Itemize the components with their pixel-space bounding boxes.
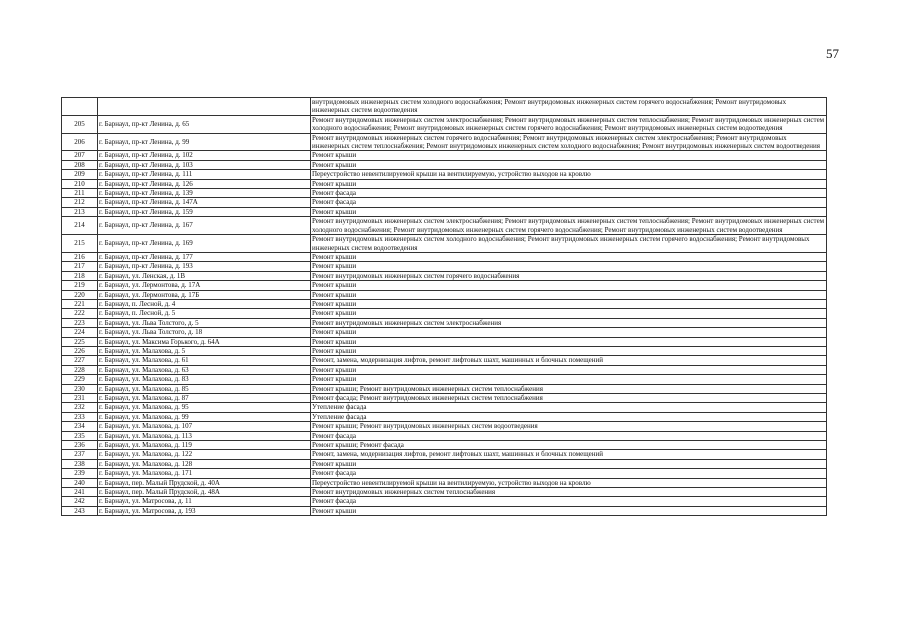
row-number: 225 <box>62 337 98 346</box>
page-number: 57 <box>826 46 839 61</box>
row-works: Ремонт внутридомовых инженерных систем электроснабжения; Ремонт внутридомовых инженерных систем теплоснабжения; Ремонт внутридомовых инженерных систем холодного водоснабжения; Ремонт внутридомовых инженерных систем горячего водоснабжения; Ремонт внутридомовых инженерных систем водоотведения <box>311 217 827 235</box>
row-number: 207 <box>62 151 98 160</box>
row-number: 222 <box>62 309 98 318</box>
row-works: Утепление фасада <box>311 403 827 412</box>
row-number: 231 <box>62 394 98 403</box>
row-works: Переустройство невентилируемой крыши на вентилируемую, устройство выходов на кровлю <box>311 478 827 487</box>
row-address: г. Барнаул, пр-кт Ленина, д. 147А <box>98 198 311 207</box>
row-works: Ремонт крыши; Ремонт внутридомовых инженерных систем водоотведения <box>311 422 827 431</box>
row-works: Ремонт крыши <box>311 252 827 261</box>
row-works: Ремонт крыши <box>311 365 827 374</box>
row-address: г. Барнаул, ул. Ленская, д. 1В <box>98 271 311 280</box>
row-number: 221 <box>62 299 98 308</box>
row-address: г. Барнаул, пр-кт Ленина, д. 169 <box>98 235 311 253</box>
row-address: г. Барнаул, ул. Малахова, д. 87 <box>98 394 311 403</box>
row-address: г. Барнаул, ул. Малахова, д. 128 <box>98 459 311 468</box>
works-table <box>61 97 827 516</box>
row-address: г. Барнаул, пр-кт Ленина, д. 177 <box>98 252 311 261</box>
table-row <box>62 207 827 216</box>
row-number: 239 <box>62 469 98 478</box>
table-row <box>62 431 827 440</box>
row-number: 237 <box>62 450 98 459</box>
row-number: 232 <box>62 403 98 412</box>
row-number: 234 <box>62 422 98 431</box>
row-number: 212 <box>62 198 98 207</box>
table-row <box>62 450 827 459</box>
table-row <box>62 309 827 318</box>
row-address: г. Барнаул, пр-кт Ленина, д. 65 <box>98 115 311 133</box>
row-number: 218 <box>62 271 98 280</box>
row-works: Ремонт крыши <box>311 281 827 290</box>
row-works: Ремонт крыши; Ремонт внутридомовых инженерных систем теплоснабжения <box>311 384 827 393</box>
row-number: 208 <box>62 160 98 169</box>
table-row <box>62 271 827 280</box>
row-works: Ремонт крыши <box>311 506 827 515</box>
row-address: г. Барнаул, пр-кт Ленина, д. 111 <box>98 170 311 179</box>
row-address: г. Барнаул, пр-кт Ленина, д. 193 <box>98 262 311 271</box>
table-row <box>62 299 827 308</box>
row-address: г. Барнаул, пр-кт Ленина, д. 99 <box>98 133 311 151</box>
works-table-body <box>62 98 827 516</box>
table-row <box>62 115 827 133</box>
row-address: г. Барнаул, ул. Льва Толстого, д. 5 <box>98 318 311 327</box>
row-works: Ремонт крыши <box>311 299 827 308</box>
row-number: 214 <box>62 217 98 235</box>
row-works: Переустройство невентилируемой крыши на вентилируемую, устройство выходов на кровлю <box>311 170 827 179</box>
row-number: 227 <box>62 356 98 365</box>
row-works: внутридомовых инженерных систем холодного водоснабжения; Ремонт внутридомовых инженерных систем горячего водоснабжения; Ремонт внутридомовых инженерных систем водоотведения <box>311 98 827 116</box>
row-address: г. Барнаул, ул. Матросова, д. 11 <box>98 497 311 506</box>
row-address: г. Барнаул, пр-кт Ленина, д. 103 <box>98 160 311 169</box>
row-address: г. Барнаул, пр-кт Ленина, д. 159 <box>98 207 311 216</box>
row-works: Ремонт фасада <box>311 189 827 198</box>
row-number: 226 <box>62 346 98 355</box>
table-row <box>62 235 827 253</box>
table-row <box>62 262 827 271</box>
table-row <box>62 133 827 151</box>
row-works: Ремонт крыши <box>311 160 827 169</box>
row-works: Ремонт крыши <box>311 346 827 355</box>
table-row <box>62 365 827 374</box>
row-number: 228 <box>62 365 98 374</box>
row-works: Ремонт крыши <box>311 151 827 160</box>
table-row <box>62 478 827 487</box>
row-works: Ремонт крыши <box>311 337 827 346</box>
row-number: 209 <box>62 170 98 179</box>
row-address: г. Барнаул, ул. Малахова, д. 119 <box>98 441 311 450</box>
row-address: г. Барнаул, пер. Малый Прудской, д. 48А <box>98 488 311 497</box>
row-works: Ремонт фасада <box>311 431 827 440</box>
row-works: Ремонт крыши <box>311 179 827 188</box>
row-number: 243 <box>62 506 98 515</box>
row-works: Ремонт внутридомовых инженерных систем горячего водоснабжения <box>311 271 827 280</box>
row-address: г. Барнаул, п. Лесной, д. 4 <box>98 299 311 308</box>
row-number: 223 <box>62 318 98 327</box>
table-row <box>62 384 827 393</box>
row-number: 238 <box>62 459 98 468</box>
row-address: г. Барнаул, ул. Малахова, д. 171 <box>98 469 311 478</box>
table-row <box>62 252 827 261</box>
row-address: г. Барнаул, ул. Малахова, д. 61 <box>98 356 311 365</box>
row-number: 229 <box>62 375 98 384</box>
row-number: 213 <box>62 207 98 216</box>
table-row <box>62 356 827 365</box>
table-row <box>62 459 827 468</box>
row-works: Ремонт внутридомовых инженерных систем электроснабжения <box>311 318 827 327</box>
row-works: Ремонт внутридомовых инженерных систем холодного водоснабжения; Ремонт внутридомовых инженерных систем горячего водоснабжения; Ремонт внутридомовых инженерных систем водоотведения <box>311 235 827 253</box>
row-number: 210 <box>62 179 98 188</box>
table-row <box>62 281 827 290</box>
row-address: г. Барнаул, пр-кт Ленина, д. 167 <box>98 217 311 235</box>
table-row <box>62 160 827 169</box>
row-works: Ремонт крыши <box>311 290 827 299</box>
row-address <box>98 98 311 116</box>
row-number: 240 <box>62 478 98 487</box>
row-works: Ремонт крыши <box>311 309 827 318</box>
row-works: Ремонт фасада <box>311 198 827 207</box>
row-works: Утепление фасада <box>311 412 827 421</box>
row-address: г. Барнаул, ул. Малахова, д. 95 <box>98 403 311 412</box>
row-works: Ремонт фасада <box>311 469 827 478</box>
row-works: Ремонт крыши <box>311 262 827 271</box>
table-row <box>62 422 827 431</box>
row-works: Ремонт внутридомовых инженерных систем электроснабжения; Ремонт внутридомовых инженерных систем теплоснабжения; Ремонт внутридомовых инженерных систем холодного водоснабжения; Ремонт внутридомовых инженерных систем горячего водоснабжения; Ремонт внутридомовых инженерных систем водоотведения <box>311 115 827 133</box>
row-works: Ремонт крыши <box>311 375 827 384</box>
table-row <box>62 170 827 179</box>
table-row <box>62 506 827 515</box>
table-row <box>62 403 827 412</box>
row-number: 230 <box>62 384 98 393</box>
row-address: г. Барнаул, ул. Лермонтова, д. 17Б <box>98 290 311 299</box>
table-row <box>62 290 827 299</box>
row-works: Ремонт, замена, модернизация лифтов, ремонт лифтовых шахт, машинных и блочных помещений <box>311 450 827 459</box>
row-number: 219 <box>62 281 98 290</box>
row-address: г. Барнаул, п. Лесной, д. 5 <box>98 309 311 318</box>
table-row <box>62 497 827 506</box>
table-row <box>62 346 827 355</box>
row-number: 216 <box>62 252 98 261</box>
row-works: Ремонт крыши <box>311 328 827 337</box>
row-address: г. Барнаул, ул. Малахова, д. 122 <box>98 450 311 459</box>
row-address: г. Барнаул, ул. Льва Толстого, д. 18 <box>98 328 311 337</box>
row-number: 233 <box>62 412 98 421</box>
table-row <box>62 469 827 478</box>
table-row <box>62 151 827 160</box>
row-address: г. Барнаул, пр-кт Ленина, д. 126 <box>98 179 311 188</box>
table-row <box>62 318 827 327</box>
row-number: 211 <box>62 189 98 198</box>
row-number: 242 <box>62 497 98 506</box>
row-address: г. Барнаул, ул. Малахова, д. 99 <box>98 412 311 421</box>
table-row <box>62 217 827 235</box>
table-row <box>62 179 827 188</box>
row-number: 235 <box>62 431 98 440</box>
row-address: г. Барнаул, ул. Малахова, д. 107 <box>98 422 311 431</box>
row-number: 206 <box>62 133 98 151</box>
row-number: 217 <box>62 262 98 271</box>
row-address: г. Барнаул, пер. Малый Прудской, д. 40А <box>98 478 311 487</box>
table-row <box>62 412 827 421</box>
row-works: Ремонт фасада; Ремонт внутридомовых инженерных систем теплоснабжения <box>311 394 827 403</box>
row-number <box>62 98 98 116</box>
table-row <box>62 189 827 198</box>
row-number: 220 <box>62 290 98 299</box>
table-row <box>62 337 827 346</box>
row-address: г. Барнаул, ул. Малахова, д. 5 <box>98 346 311 355</box>
row-address: г. Барнаул, ул. Малахова, д. 113 <box>98 431 311 440</box>
row-number: 236 <box>62 441 98 450</box>
row-works: Ремонт внутридомовых инженерных систем горячего водоснабжения; Ремонт внутридомовых инженерных систем электроснабжения; Ремонт внутридомовых инженерных систем теплоснабжения; Ремонт внутридомовых инженерных систем холодного водоснабжения; Ремонт внутридомовых инженерных систем водоотведения <box>311 133 827 151</box>
row-address: г. Барнаул, ул. Малахова, д. 63 <box>98 365 311 374</box>
row-number: 241 <box>62 488 98 497</box>
row-works: Ремонт, замена, модернизация лифтов, ремонт лифтовых шахт, машинных и блочных помещений <box>311 356 827 365</box>
row-address: г. Барнаул, ул. Малахова, д. 85 <box>98 384 311 393</box>
table-row <box>62 198 827 207</box>
table-row <box>62 488 827 497</box>
row-address: г. Барнаул, ул. Матросова, д. 193 <box>98 506 311 515</box>
table-row <box>62 328 827 337</box>
row-address: г. Барнаул, пр-кт Ленина, д. 102 <box>98 151 311 160</box>
table-row <box>62 394 827 403</box>
row-works: Ремонт крыши <box>311 459 827 468</box>
row-address: г. Барнаул, ул. Малахова, д. 83 <box>98 375 311 384</box>
row-number: 224 <box>62 328 98 337</box>
table-row <box>62 98 827 116</box>
row-works: Ремонт фасада <box>311 497 827 506</box>
row-number: 215 <box>62 235 98 253</box>
row-works: Ремонт крыши <box>311 207 827 216</box>
row-works: Ремонт внутридомовых инженерных систем теплоснабжения <box>311 488 827 497</box>
row-address: г. Барнаул, пр-кт Ленина, д. 139 <box>98 189 311 198</box>
table-row <box>62 441 827 450</box>
row-address: г. Барнаул, ул. Лермонтова, д. 17А <box>98 281 311 290</box>
table-row <box>62 375 827 384</box>
row-number: 205 <box>62 115 98 133</box>
row-address: г. Барнаул, ул. Максима Горького, д. 64А <box>98 337 311 346</box>
row-works: Ремонт крыши; Ремонт фасада <box>311 441 827 450</box>
